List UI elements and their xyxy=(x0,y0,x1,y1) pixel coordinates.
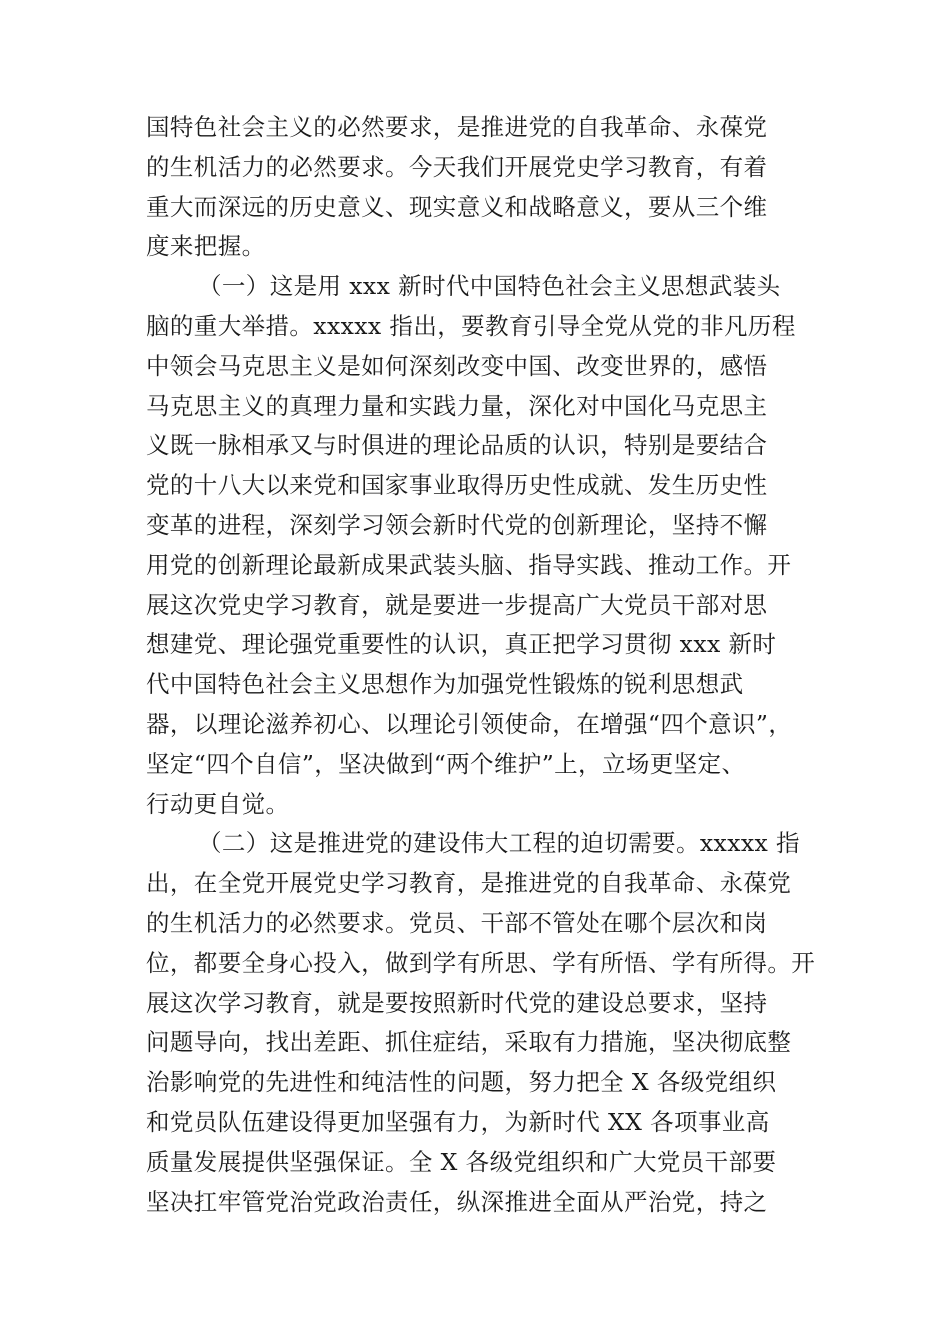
paragraph-first-line: （一）这是用 xxx 新时代中国特色社会主义思想武装头 xyxy=(198,272,781,301)
text-line: 出，在全党开展党史学习教育，是推进党的自我革命、永葆党 xyxy=(146,869,792,898)
text-line: 质量发展提供坚强保证。全 X 各级党组织和广大党员干部要 xyxy=(146,1147,777,1176)
text-line: 想建党、理论强党重要性的认识，真正把学习贯彻 xxx 新时 xyxy=(146,630,777,659)
text-line: 的生机活力的必然要求。今天我们开展党史学习教育，有着 xyxy=(146,152,768,181)
text-line: 用党的创新理论最新成果武装头脑、指导实践、推动工作。开 xyxy=(146,550,792,579)
text-line: 行动更自觉。 xyxy=(146,789,290,818)
paragraph-first-line: （二）这是推进党的建设伟大工程的迫切需要。xxxxx 指 xyxy=(198,829,800,858)
text-line: 国特色社会主义的必然要求，是推进党的自我革命、永葆党 xyxy=(146,113,768,141)
text-line: 党的十八大以来党和国家事业取得历史性成就、发生历史性 xyxy=(146,471,768,500)
document-body xyxy=(146,108,816,1222)
text-line: 代中国特色社会主义思想作为加强党性锻炼的锐利思想武 xyxy=(146,670,744,699)
text-line: 脑的重大举措。xxxxx 指出，要教育引导全党从党的非凡历程 xyxy=(146,311,796,340)
text-line: 重大而深远的历史意义、现实意义和战略意义，要从三个维 xyxy=(146,192,768,221)
text-line: 展这次党史学习教育，就是要进一步提高广大党员干部对思 xyxy=(146,590,768,619)
text-line: 问题导向，找出差距、抓住症结，采取有力措施，坚决彻底整 xyxy=(146,1028,792,1057)
text-line: 治影响党的先进性和纯洁性的问题，努力把全 X 各级党组织 xyxy=(146,1068,777,1097)
text-line: 坚决扛牢管党治党政治责任，纵深推进全面从严治党，持之 xyxy=(146,1187,768,1216)
text-line: 位，都要全身心投入，做到学有所思、学有所悟、学有所得。开 xyxy=(146,948,816,977)
text-line: 度来把握。 xyxy=(146,232,266,261)
text-line: 坚定“四个自信”，坚决做到“两个维护”上，立场更坚定、 xyxy=(146,749,746,778)
text-line: 和党员队伍建设得更加坚强有力，为新时代 XX 各项事业高 xyxy=(146,1107,770,1136)
text-line: 的生机活力的必然要求。党员、干部不管处在哪个层次和岗 xyxy=(146,908,768,937)
text-line: 器，以理论滋养初心、以理论引领使命，在增强“四个意识”， xyxy=(146,709,793,738)
text-line: 义既一脉相承又与时俱进的理论品质的认识，特别是要结合 xyxy=(146,431,768,460)
text-line: 展这次学习教育，就是要按照新时代党的建设总要求，坚持 xyxy=(146,988,768,1017)
text-line: 变革的进程，深刻学习领会新时代党的创新理论，坚持不懈 xyxy=(146,510,768,539)
text-line: 马克思主义的真理力量和实践力量，深化对中国化马克思主 xyxy=(146,391,768,420)
text-line: 中领会马克思主义是如何深刻改变中国、改变世界的，感悟 xyxy=(146,351,768,380)
